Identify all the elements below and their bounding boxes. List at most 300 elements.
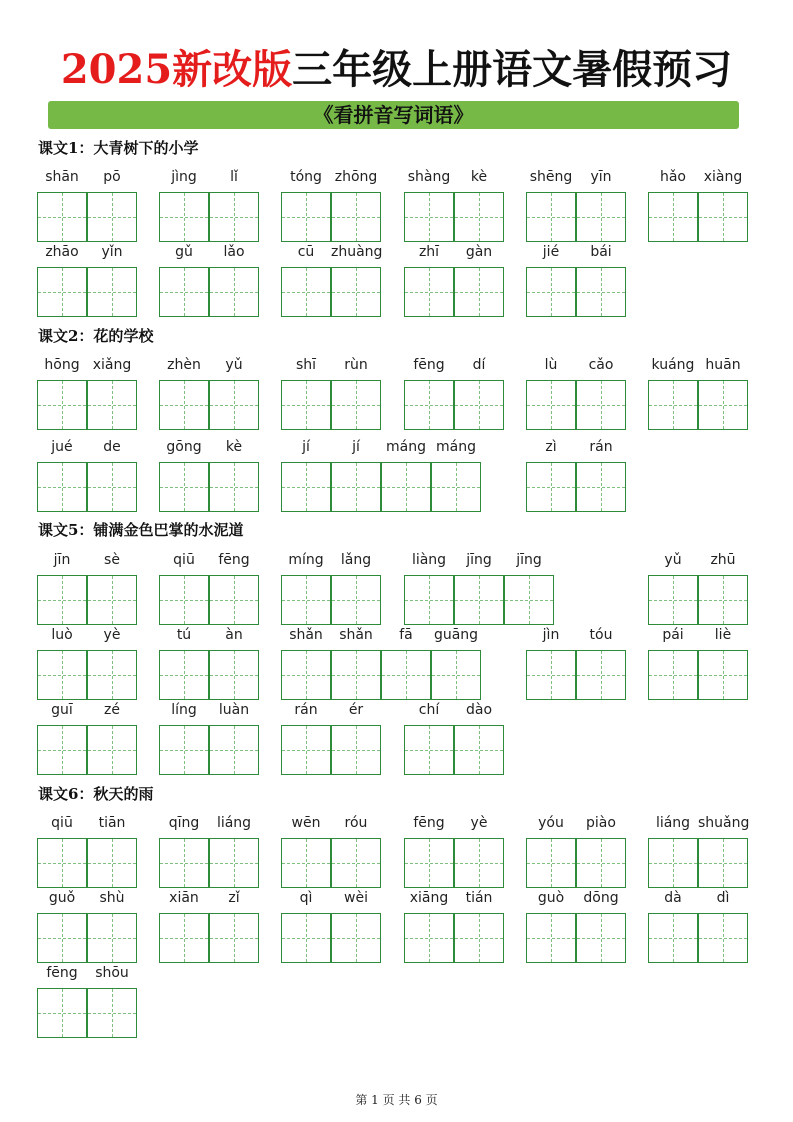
word-box bbox=[37, 243, 137, 317]
title-subject: 三年级上册语文暑假预习 bbox=[292, 46, 733, 93]
pinyin-label: chí bbox=[418, 702, 440, 718]
word-box bbox=[159, 626, 259, 700]
pinyin-label: shī bbox=[295, 357, 317, 373]
word-box bbox=[159, 243, 259, 317]
writing-grid-cell[interactable] bbox=[454, 267, 504, 317]
pinyin-label: rán bbox=[294, 702, 318, 718]
pinyin-label: jí bbox=[352, 439, 360, 455]
pinyin-label: jí bbox=[302, 439, 310, 455]
pinyin-label: kuáng bbox=[651, 357, 695, 373]
grid-guide-vertical bbox=[601, 463, 602, 511]
pinyin-label: fēng bbox=[46, 965, 78, 981]
writing-grid-cell[interactable] bbox=[576, 267, 626, 317]
word-box bbox=[404, 814, 504, 888]
writing-grid-cell[interactable] bbox=[159, 462, 209, 512]
grid-guide-vertical bbox=[62, 651, 63, 699]
section-banner: 《看拼音写词语》 bbox=[48, 101, 739, 129]
writing-grid-cell[interactable] bbox=[209, 838, 259, 888]
writing-grid-cell[interactable] bbox=[698, 380, 748, 430]
grid-guide-vertical bbox=[356, 726, 357, 774]
writing-grid-cell[interactable] bbox=[576, 380, 626, 430]
grid-guide-vertical bbox=[673, 381, 674, 429]
pinyin-label: máng bbox=[386, 439, 426, 455]
grid-guide-vertical bbox=[234, 193, 235, 241]
grid-guide-vertical bbox=[62, 463, 63, 511]
writing-grid-cell[interactable] bbox=[281, 913, 331, 963]
grid-guide-vertical bbox=[112, 651, 113, 699]
grid-guide-vertical bbox=[601, 193, 602, 241]
pinyin-label: zé bbox=[104, 702, 120, 718]
word-box bbox=[404, 551, 554, 625]
grid-guide-vertical bbox=[184, 463, 185, 511]
grid-guide-vertical bbox=[306, 268, 307, 316]
pinyin-label: yóu bbox=[538, 815, 564, 831]
word-box bbox=[404, 356, 504, 430]
grid-guide-vertical bbox=[406, 651, 407, 699]
grid-guide-vertical bbox=[62, 268, 63, 316]
writing-grid-cell[interactable] bbox=[331, 650, 381, 700]
word-box bbox=[404, 701, 504, 775]
grid-guide-vertical bbox=[184, 651, 185, 699]
writing-grid-cell[interactable] bbox=[209, 462, 259, 512]
pinyin-label: míng bbox=[288, 552, 324, 568]
writing-grid-cell[interactable] bbox=[281, 192, 331, 242]
grid-guide-vertical bbox=[723, 914, 724, 962]
pinyin-label: cǎo bbox=[588, 357, 614, 373]
word-box bbox=[159, 356, 259, 430]
writing-grid-cell[interactable] bbox=[526, 192, 576, 242]
writing-grid-cell[interactable] bbox=[648, 380, 698, 430]
writing-grid-cell[interactable] bbox=[281, 380, 331, 430]
grid-guide-vertical bbox=[306, 651, 307, 699]
grid-guide-vertical bbox=[479, 193, 480, 241]
writing-grid-cell[interactable] bbox=[331, 380, 381, 430]
word-box bbox=[526, 356, 626, 430]
writing-grid-cell[interactable] bbox=[209, 725, 259, 775]
pinyin-label: dào bbox=[465, 702, 493, 718]
writing-grid-cell[interactable] bbox=[159, 650, 209, 700]
pinyin-label: bái bbox=[590, 244, 612, 260]
pinyin-label: zhū bbox=[710, 552, 736, 568]
writing-grid-cell[interactable] bbox=[648, 575, 698, 625]
writing-grid-cell[interactable] bbox=[37, 988, 87, 1038]
grid-guide-vertical bbox=[112, 268, 113, 316]
writing-grid-cell[interactable] bbox=[209, 380, 259, 430]
grid-guide-vertical bbox=[673, 651, 674, 699]
pinyin-label: liáng bbox=[655, 815, 691, 831]
pinyin-label: de bbox=[103, 439, 121, 455]
writing-grid-cell[interactable] bbox=[526, 462, 576, 512]
writing-grid-cell[interactable] bbox=[526, 650, 576, 700]
grid-guide-vertical bbox=[601, 381, 602, 429]
pinyin-label: máng bbox=[436, 439, 476, 455]
grid-guide-vertical bbox=[184, 726, 185, 774]
grid-guide-vertical bbox=[356, 839, 357, 887]
writing-grid-cell[interactable] bbox=[87, 725, 137, 775]
writing-grid-cell[interactable] bbox=[454, 380, 504, 430]
writing-grid-cell[interactable] bbox=[159, 267, 209, 317]
writing-grid-cell[interactable] bbox=[209, 267, 259, 317]
writing-grid-cell[interactable] bbox=[159, 913, 209, 963]
pinyin-label: liàng bbox=[411, 552, 447, 568]
word-box bbox=[37, 438, 137, 512]
writing-grid-cell[interactable] bbox=[698, 650, 748, 700]
pinyin-label: jīn bbox=[53, 552, 71, 568]
grid-guide-vertical bbox=[479, 839, 480, 887]
word-box bbox=[648, 889, 748, 963]
pinyin-label: yīn bbox=[590, 169, 612, 185]
writing-grid-cell[interactable] bbox=[698, 192, 748, 242]
writing-grid-cell[interactable] bbox=[526, 267, 576, 317]
grid-guide-vertical bbox=[306, 381, 307, 429]
lesson-heading: 课文6：秋天的雨 bbox=[38, 785, 154, 803]
word-box bbox=[526, 243, 626, 317]
grid-guide-vertical bbox=[112, 989, 113, 1037]
writing-grid-cell[interactable] bbox=[281, 650, 331, 700]
lesson-heading: 课文1：大青树下的小学 bbox=[38, 139, 199, 157]
word-box bbox=[281, 889, 381, 963]
pinyin-label: yǐn bbox=[101, 244, 123, 260]
word-box bbox=[37, 964, 137, 1038]
pinyin-label: jìn bbox=[542, 627, 560, 643]
grid-guide-vertical bbox=[62, 381, 63, 429]
grid-guide-vertical bbox=[234, 268, 235, 316]
writing-grid-cell[interactable] bbox=[526, 913, 576, 963]
writing-grid-cell[interactable] bbox=[159, 380, 209, 430]
writing-grid-cell[interactable] bbox=[576, 650, 626, 700]
pinyin-label: tián bbox=[465, 890, 493, 906]
pinyin-label: róu bbox=[344, 815, 368, 831]
pinyin-label: líng bbox=[171, 702, 197, 718]
grid-guide-vertical bbox=[673, 839, 674, 887]
writing-grid-cell[interactable] bbox=[37, 192, 87, 242]
pinyin-label: xiān bbox=[169, 890, 199, 906]
word-box bbox=[404, 243, 504, 317]
writing-grid-cell[interactable] bbox=[87, 267, 137, 317]
pinyin-label: zì bbox=[545, 439, 557, 455]
pinyin-label: shàng bbox=[407, 169, 451, 185]
pinyin-label: qì bbox=[299, 890, 313, 906]
pinyin-label: tóu bbox=[589, 627, 613, 643]
writing-grid-cell[interactable] bbox=[87, 838, 137, 888]
grid-guide-vertical bbox=[184, 914, 185, 962]
grid-guide-vertical bbox=[479, 576, 480, 624]
writing-grid-cell[interactable] bbox=[648, 650, 698, 700]
grid-guide-vertical bbox=[429, 193, 430, 241]
writing-grid-cell[interactable] bbox=[454, 575, 504, 625]
writing-grid-cell[interactable] bbox=[37, 462, 87, 512]
word-box bbox=[159, 814, 259, 888]
grid-guide-vertical bbox=[723, 381, 724, 429]
pinyin-label: shēng bbox=[529, 169, 573, 185]
writing-grid-cell[interactable] bbox=[381, 462, 431, 512]
writing-grid-cell[interactable] bbox=[331, 725, 381, 775]
grid-guide-vertical bbox=[306, 914, 307, 962]
writing-grid-cell[interactable] bbox=[504, 575, 554, 625]
word-box bbox=[281, 438, 481, 512]
writing-grid-cell[interactable] bbox=[526, 380, 576, 430]
grid-guide-vertical bbox=[356, 193, 357, 241]
pinyin-label: àn bbox=[225, 627, 243, 643]
page-footer: 第 1 页 共 6 页 bbox=[355, 1093, 438, 1107]
pinyin-label: zǐ bbox=[228, 890, 240, 906]
writing-grid-cell[interactable] bbox=[37, 838, 87, 888]
pinyin-label: qīng bbox=[168, 815, 200, 831]
writing-grid-cell[interactable] bbox=[281, 462, 331, 512]
writing-grid-cell[interactable] bbox=[576, 913, 626, 963]
word-box bbox=[159, 438, 259, 512]
grid-guide-vertical bbox=[112, 726, 113, 774]
grid-guide-vertical bbox=[356, 576, 357, 624]
grid-guide-vertical bbox=[429, 726, 430, 774]
pinyin-label: liáng bbox=[216, 815, 252, 831]
writing-grid-cell[interactable] bbox=[648, 913, 698, 963]
writing-grid-cell[interactable] bbox=[576, 462, 626, 512]
pinyin-label: yǔ bbox=[664, 552, 682, 568]
grid-guide-vertical bbox=[234, 839, 235, 887]
grid-guide-vertical bbox=[356, 268, 357, 316]
writing-grid-cell[interactable] bbox=[159, 838, 209, 888]
pinyin-label: sè bbox=[104, 552, 120, 568]
pinyin-label: xiǎng bbox=[92, 357, 132, 373]
word-box bbox=[281, 168, 381, 242]
writing-grid-cell[interactable] bbox=[209, 192, 259, 242]
writing-grid-cell[interactable] bbox=[454, 192, 504, 242]
writing-grid-cell[interactable] bbox=[37, 650, 87, 700]
writing-grid-cell[interactable] bbox=[281, 267, 331, 317]
pinyin-label: lù bbox=[544, 357, 558, 373]
writing-grid-cell[interactable] bbox=[87, 913, 137, 963]
grid-guide-vertical bbox=[601, 839, 602, 887]
pinyin-label: fēng bbox=[413, 357, 445, 373]
grid-guide-vertical bbox=[479, 381, 480, 429]
writing-grid-cell[interactable] bbox=[431, 650, 481, 700]
grid-guide-vertical bbox=[723, 839, 724, 887]
writing-grid-cell[interactable] bbox=[698, 913, 748, 963]
writing-grid-cell[interactable] bbox=[209, 913, 259, 963]
writing-grid-cell[interactable] bbox=[159, 192, 209, 242]
grid-guide-vertical bbox=[234, 576, 235, 624]
writing-grid-cell[interactable] bbox=[159, 725, 209, 775]
pinyin-label: gōng bbox=[166, 439, 202, 455]
writing-grid-cell[interactable] bbox=[37, 725, 87, 775]
pinyin-label: cū bbox=[297, 244, 315, 260]
lesson-heading: 课文2：花的学校 bbox=[38, 327, 154, 345]
grid-guide-vertical bbox=[234, 914, 235, 962]
lesson-heading: 课文5：铺满金色巴掌的水泥道 bbox=[38, 521, 244, 539]
word-box bbox=[526, 626, 626, 700]
word-box bbox=[37, 356, 137, 430]
grid-guide-vertical bbox=[429, 839, 430, 887]
pinyin-label: fā bbox=[399, 627, 413, 643]
writing-grid-cell[interactable] bbox=[331, 913, 381, 963]
word-box bbox=[37, 168, 137, 242]
grid-guide-vertical bbox=[356, 463, 357, 511]
writing-grid-cell[interactable] bbox=[331, 267, 381, 317]
pinyin-label: guǒ bbox=[48, 890, 76, 906]
pinyin-label: zhuàng bbox=[331, 244, 383, 260]
writing-grid-cell[interactable] bbox=[37, 913, 87, 963]
writing-grid-cell[interactable] bbox=[648, 838, 698, 888]
pinyin-label: gàn bbox=[465, 244, 493, 260]
word-box bbox=[37, 814, 137, 888]
writing-grid-cell[interactable] bbox=[37, 380, 87, 430]
pinyin-label: shōu bbox=[95, 965, 129, 981]
grid-guide-vertical bbox=[234, 726, 235, 774]
grid-guide-vertical bbox=[62, 576, 63, 624]
writing-grid-cell[interactable] bbox=[454, 913, 504, 963]
writing-grid-cell[interactable] bbox=[698, 575, 748, 625]
grid-guide-vertical bbox=[479, 914, 480, 962]
pinyin-label: guāng bbox=[433, 627, 479, 643]
grid-guide-vertical bbox=[723, 651, 724, 699]
word-box bbox=[648, 551, 748, 625]
writing-grid-cell[interactable] bbox=[431, 462, 481, 512]
writing-grid-cell[interactable] bbox=[404, 380, 454, 430]
writing-grid-cell[interactable] bbox=[209, 575, 259, 625]
grid-guide-vertical bbox=[551, 381, 552, 429]
grid-guide-vertical bbox=[112, 193, 113, 241]
writing-grid-cell[interactable] bbox=[281, 575, 331, 625]
pinyin-label: dà bbox=[664, 890, 682, 906]
grid-guide-vertical bbox=[184, 839, 185, 887]
word-box bbox=[404, 889, 504, 963]
grid-guide-vertical bbox=[62, 193, 63, 241]
pinyin-label: dōng bbox=[583, 890, 619, 906]
pinyin-label: hōng bbox=[44, 357, 80, 373]
grid-guide-vertical bbox=[723, 576, 724, 624]
writing-grid-cell[interactable] bbox=[404, 267, 454, 317]
writing-grid-cell[interactable] bbox=[404, 913, 454, 963]
writing-grid-cell[interactable] bbox=[87, 575, 137, 625]
writing-grid-cell[interactable] bbox=[526, 838, 576, 888]
pinyin-label: wēn bbox=[291, 815, 321, 831]
grid-guide-vertical bbox=[429, 381, 430, 429]
writing-grid-cell[interactable] bbox=[331, 838, 381, 888]
pinyin-label: luàn bbox=[218, 702, 250, 718]
grid-guide-vertical bbox=[356, 914, 357, 962]
pinyin-label: huān bbox=[705, 357, 741, 373]
pinyin-label: zhèn bbox=[167, 357, 201, 373]
word-box bbox=[526, 889, 626, 963]
grid-guide-vertical bbox=[62, 914, 63, 962]
grid-guide-vertical bbox=[62, 839, 63, 887]
word-box bbox=[37, 551, 137, 625]
writing-grid-cell[interactable] bbox=[37, 575, 87, 625]
pinyin-label: lǐ bbox=[230, 169, 238, 185]
writing-grid-cell[interactable] bbox=[281, 838, 331, 888]
writing-grid-cell[interactable] bbox=[331, 192, 381, 242]
word-box bbox=[648, 814, 748, 888]
pinyin-label: dì bbox=[716, 890, 730, 906]
writing-grid-cell[interactable] bbox=[404, 575, 454, 625]
pinyin-label: zhī bbox=[418, 244, 440, 260]
pinyin-label: xiàng bbox=[703, 169, 743, 185]
writing-grid-cell[interactable] bbox=[159, 575, 209, 625]
pinyin-label: shān bbox=[45, 169, 79, 185]
pinyin-label: jié bbox=[542, 244, 560, 260]
writing-grid-cell[interactable] bbox=[281, 725, 331, 775]
pinyin-label: fēng bbox=[413, 815, 445, 831]
word-box bbox=[37, 701, 137, 775]
pinyin-label: lǎng bbox=[340, 552, 372, 568]
grid-guide-vertical bbox=[112, 839, 113, 887]
writing-grid-cell[interactable] bbox=[404, 838, 454, 888]
grid-guide-vertical bbox=[306, 576, 307, 624]
grid-guide-vertical bbox=[479, 726, 480, 774]
grid-guide-vertical bbox=[112, 914, 113, 962]
word-box bbox=[281, 701, 381, 775]
word-box bbox=[526, 814, 626, 888]
pinyin-label: yè bbox=[103, 627, 121, 643]
writing-grid-cell[interactable] bbox=[576, 838, 626, 888]
pinyin-label: shuǎng bbox=[698, 815, 750, 831]
pinyin-label: jīng bbox=[516, 552, 542, 568]
writing-grid-cell[interactable] bbox=[576, 192, 626, 242]
pinyin-label: jué bbox=[51, 439, 73, 455]
pinyin-label: jìng bbox=[171, 169, 197, 185]
grid-guide-vertical bbox=[601, 651, 602, 699]
pinyin-label: pái bbox=[662, 627, 684, 643]
pinyin-label: kè bbox=[470, 169, 488, 185]
writing-grid-cell[interactable] bbox=[331, 575, 381, 625]
word-box bbox=[526, 168, 626, 242]
page-title bbox=[0, 42, 793, 98]
word-box bbox=[526, 438, 626, 512]
writing-grid-cell[interactable] bbox=[37, 267, 87, 317]
word-box bbox=[37, 889, 137, 963]
writing-grid-cell[interactable] bbox=[648, 192, 698, 242]
writing-grid-cell[interactable] bbox=[404, 192, 454, 242]
word-box bbox=[159, 168, 259, 242]
writing-grid-cell[interactable] bbox=[454, 725, 504, 775]
word-box bbox=[159, 701, 259, 775]
pinyin-label: yǔ bbox=[225, 357, 243, 373]
writing-grid-cell[interactable] bbox=[454, 838, 504, 888]
writing-grid-cell[interactable] bbox=[87, 192, 137, 242]
pinyin-label: shǎn bbox=[339, 627, 373, 643]
pinyin-label: qiū bbox=[51, 815, 73, 831]
pinyin-label: fēng bbox=[218, 552, 250, 568]
writing-grid-cell[interactable] bbox=[87, 462, 137, 512]
grid-guide-vertical bbox=[112, 463, 113, 511]
grid-guide-vertical bbox=[551, 651, 552, 699]
pinyin-label: xiāng bbox=[409, 890, 449, 906]
writing-grid-cell[interactable] bbox=[381, 650, 431, 700]
writing-grid-cell[interactable] bbox=[209, 650, 259, 700]
writing-grid-cell[interactable] bbox=[87, 650, 137, 700]
writing-grid-cell[interactable] bbox=[331, 462, 381, 512]
grid-guide-vertical bbox=[601, 268, 602, 316]
writing-grid-cell[interactable] bbox=[698, 838, 748, 888]
pinyin-label: ér bbox=[348, 702, 364, 718]
pinyin-label: lǎo bbox=[223, 244, 245, 260]
pinyin-label: dí bbox=[472, 357, 486, 373]
writing-grid-cell[interactable] bbox=[87, 988, 137, 1038]
word-box bbox=[159, 551, 259, 625]
grid-guide-vertical bbox=[184, 193, 185, 241]
pinyin-label: guī bbox=[51, 702, 73, 718]
grid-guide-vertical bbox=[479, 268, 480, 316]
grid-guide-vertical bbox=[112, 576, 113, 624]
word-box bbox=[281, 356, 381, 430]
pinyin-label: gǔ bbox=[175, 244, 193, 260]
pinyin-label: tóng bbox=[290, 169, 322, 185]
pinyin-label: yè bbox=[470, 815, 488, 831]
writing-grid-cell[interactable] bbox=[404, 725, 454, 775]
grid-guide-vertical bbox=[551, 268, 552, 316]
writing-grid-cell[interactable] bbox=[87, 380, 137, 430]
